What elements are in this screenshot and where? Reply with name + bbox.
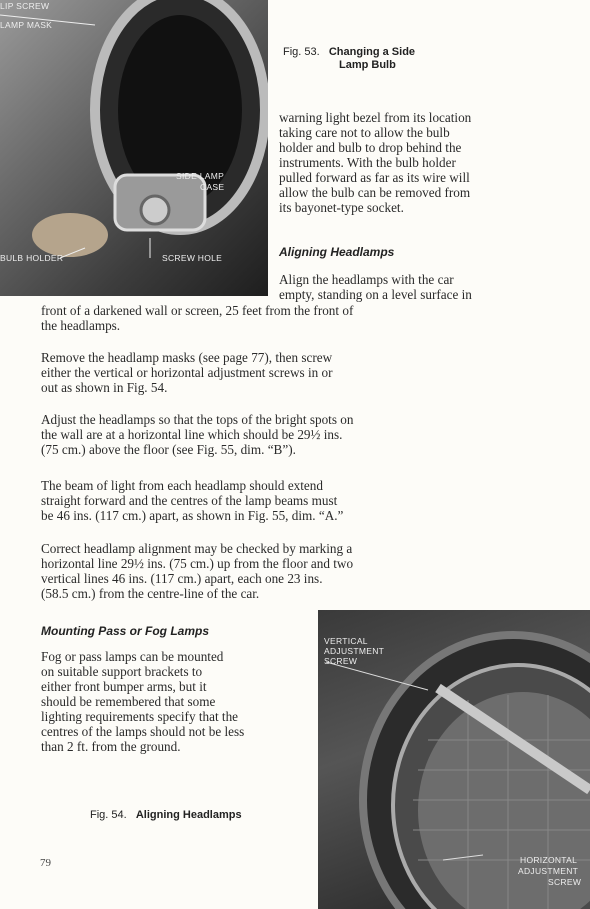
vertical-screw-label-1: VERTICAL [324, 636, 368, 646]
text-line: vertical lines 46 ins. (117 cm.) apart, each one 23 ins. [41, 571, 323, 586]
text-line: the headlamps. [41, 318, 121, 333]
text-line: The beam of light from each headlamp should extend [41, 478, 323, 493]
text-line: its bayonet-type socket. [279, 200, 404, 215]
fig54-photo [318, 610, 590, 909]
text-line: Correct headlamp alignment may be checked by marking a [41, 541, 353, 556]
text-line: Remove the headlamp masks (see page 77), then screw [41, 350, 333, 365]
text-line: instruments. With the bulb holder [279, 155, 456, 170]
bulb-holder-label: BULB HOLDER [0, 253, 64, 263]
text-line: Align the headlamps with the car [279, 272, 454, 287]
text-line: the wall are at a horizontal line which should be 29½ ins. [41, 427, 343, 442]
text-line: centres of the lamps should not be less [41, 724, 245, 739]
vertical-screw-label-3: SCREW [324, 656, 358, 666]
fig53-caption [283, 46, 415, 72]
horizontal-screw-label-1: HORIZONTAL [520, 855, 578, 865]
fig54-caption [90, 809, 242, 822]
text-line: be 46 ins. (117 cm.) apart, as shown in Fig. 55, dim. “A.” [41, 508, 344, 523]
text-line: should be remembered that some [41, 694, 216, 709]
text-line: either the vertical or horizontal adjustment screws in or [41, 365, 333, 380]
text-line: Fog or pass lamps can be mounted [41, 649, 224, 664]
fog-lamps-paragraph [41, 649, 276, 754]
side-lamp-case-label-1: SIDE LAMP [176, 171, 225, 181]
text-line: on suitable support brackets to [41, 664, 203, 679]
text-line: out as shown in Fig. 54. [41, 380, 168, 395]
text-line: horizontal line 29½ ins. (75 cm.) up from the floor and two [41, 556, 354, 571]
paragraph-4 [41, 478, 515, 523]
lip-screw-label: LIP SCREW [0, 1, 50, 11]
fig53-photo [0, 0, 268, 296]
horizontal-screw-label-2: ADJUSTMENT [518, 866, 579, 876]
horizontal-screw-label-3: SCREW [548, 877, 582, 887]
text-line: (58.5 cm.) from the centre-line of the car. [41, 586, 260, 601]
fig53-number: Fig. 53. [283, 46, 320, 58]
text-line: empty, standing on a level surface in [279, 287, 472, 302]
text-line: taking care not to allow the bulb [279, 125, 450, 140]
intro-narrow [279, 272, 515, 302]
text-line: than 2 ft. from the ground. [41, 739, 181, 754]
page-number: 79 [40, 857, 51, 869]
text-line: pulled forward as far as its wire will [279, 170, 470, 185]
text-line: front of a darkened wall or screen, 25 feet from the front of [41, 303, 354, 318]
fig53-title-line1: Changing a Side [328, 46, 416, 58]
text-line: holder and bulb to drop behind the [279, 140, 462, 155]
fig54-title: Aligning Headlamps [135, 809, 242, 821]
fig54-number: Fig. 54. [90, 809, 127, 821]
text-line: (75 cm.) above the floor (see Fig. 55, dim. “B”). [41, 442, 296, 457]
section-heading-aligning-headlamps: Aligning Headlamps [279, 245, 395, 259]
section-heading-fog-lamps: Mounting Pass or Fog Lamps [41, 624, 210, 638]
fig53-illustration [0, 0, 268, 296]
side-lamp-case-label-2: CASE [200, 182, 225, 192]
text-line: lighting requirements specify that the [41, 709, 239, 724]
paragraph-5 [41, 541, 515, 601]
lamp-mask-label: LAMP MASK [0, 20, 53, 30]
intro-wide [41, 303, 515, 333]
top-paragraph [279, 110, 515, 215]
text-line: warning light bezel from its location [279, 110, 472, 125]
text-line: Adjust the headlamps so that the tops of the bright spots on [41, 412, 354, 427]
fig53-title-line2: Lamp Bulb [339, 59, 396, 71]
paragraph-3 [41, 412, 515, 457]
text-line: either front bumper arms, but it [41, 679, 207, 694]
text-line: straight forward and the centres of the lamp beams must [41, 493, 338, 508]
screw-hole-label: SCREW HOLE [162, 253, 223, 263]
paragraph-2 [41, 350, 515, 395]
text-line: allow the bulb can be removed from [279, 185, 471, 200]
vertical-screw-label-2: ADJUSTMENT [324, 646, 385, 656]
